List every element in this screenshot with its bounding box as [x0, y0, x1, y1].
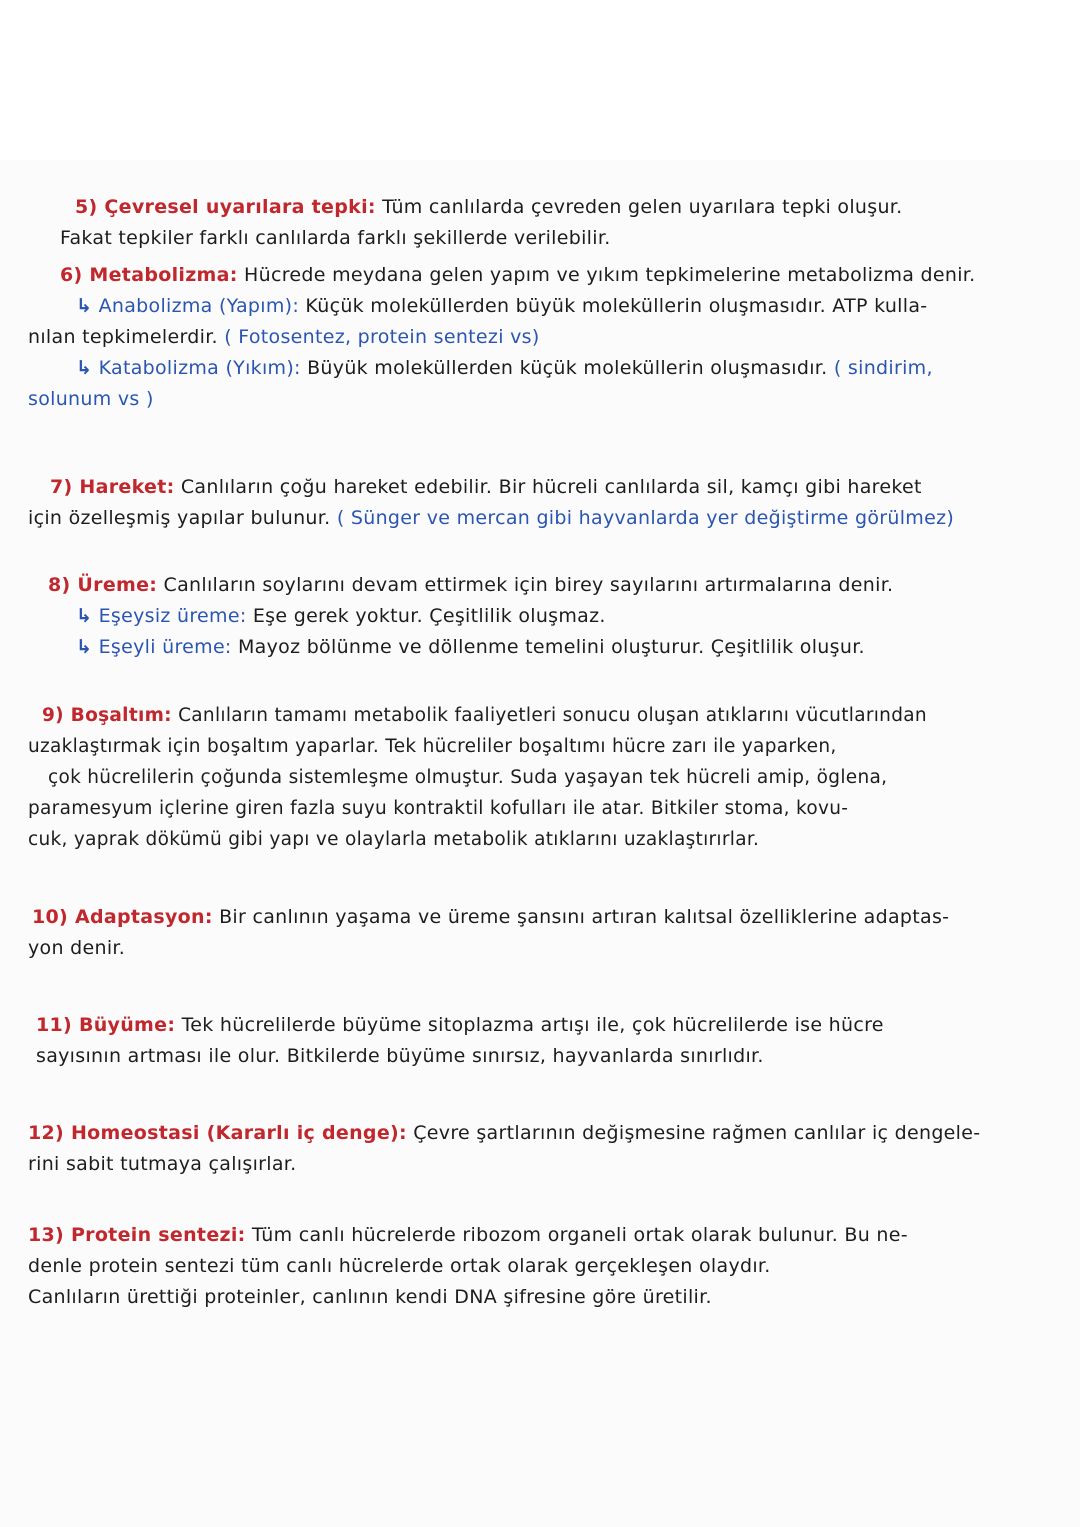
subheading-asexual: Eşeysiz üreme: — [98, 605, 247, 627]
section-text: Hücrede meydana gelen yapım ve yıkım tepkimelerine metabolizma denir. — [244, 264, 976, 286]
section-metabolism: 6) Metabolizma: Hücrede meydana gelen yapım ve yıkım tepkimelerine metabolizma denir. ↳ Anabolizma (Yapım): Küçük moleküllerden büyük moleküllerin oluşmasıdır. ATP kulla- nılan tepkimelerdir. ( Fotosentez, protein sentezi vs) ↳ Katabolizma (Yıkım): Büyük moleküllerden küçük moleküllerin oluşmasıdır. ( sindirim, solunum vs ) — [28, 260, 1058, 415]
section-homeostasis: 12) Homeostasi (Kararlı iç denge): Çevre şartlarının değişmesine rağmen canlılar iç dengele- rini sabit tutmaya çalışırlar. — [28, 1122, 981, 1175]
example-text: ( Fotosentez, protein sentezi vs) — [224, 326, 540, 348]
section-heading: 10) Adaptasyon: — [32, 906, 213, 928]
section-text: Tüm canlılarda çevreden gelen uyarılara tepki oluşur. — [382, 196, 903, 218]
arrow-icon: ↳ — [76, 636, 93, 658]
top-margin — [0, 0, 1080, 160]
subheading-anabolism: Anabolizma (Yapım): — [98, 295, 300, 317]
section-heading: 12) Homeostasi (Kararlı iç denge): — [28, 1122, 407, 1144]
section-movement: 7) Hareket: Canlıların çoğu hareket edebilir. Bir hücreli canlılarda sil, kamçı gibi hareket için özelleşmiş yapılar bulunur. ( Sünger ve mercan gibi hayvanlarda yer değiştirme görülmez) — [28, 476, 955, 529]
section-growth: 11) Büyüme: Tek hücrelilerde büyüme sitoplazma artışı ile, çok hücrelilerde ise hücre sayısının artması ile olur. Bitkilerde büyüme sınırsız, hayvanlarda sınırlıdır. — [36, 1014, 884, 1067]
section-heading: 7) Hareket: — [50, 476, 175, 498]
section-heading: 11) Büyüme: — [36, 1014, 176, 1036]
example-text: ( Sünger ve mercan gibi hayvanlarda yer değiştirme görülmez) — [336, 507, 955, 529]
section-heading: 13) Protein sentezi: — [28, 1224, 246, 1246]
arrow-icon: ↳ — [76, 357, 93, 379]
section-environmental-response — [60, 192, 1065, 254]
notebook-page — [0, 160, 1080, 1527]
section-adaptation: 10) Adaptasyon: Bir canlının yaşama ve üreme şansını artıran kalıtsal özelliklerine adaptas- yon denir. — [28, 906, 950, 959]
arrow-icon: ↳ — [76, 605, 93, 627]
section-protein-synthesis: 13) Protein sentezi: Tüm canlı hücrelerde ribozom organeli ortak olarak bulunur. Bu ne- denle protein sentezi tüm canlı hücrelerde ortak olarak gerçekleşen olaydır. Canlıların ürettiği proteinler, canlının kendi DNA şifresine göre üretilir. — [28, 1224, 908, 1308]
section-heading: 5) Çevresel uyarılara tepki: — [75, 196, 376, 218]
subheading-catabolism: Katabolizma (Yıkım): — [98, 357, 301, 379]
section-heading: 6) Metabolizma: — [60, 264, 238, 286]
section-excretion: 9) Boşaltım: Canlıların tamamı metabolik faaliyetleri sonucu oluşan atıklarını vücutlarından uzaklaştırmak için boşaltım yaparlar. Tek hücreliler boşaltımı hücre zarı ile yaparken, çok hücrelilerin çoğunda sistemleşme olmuştur. Suda yaşayan tek hücreli amip, öglena, paramesyum içlerine giren fazla suyu kontraktil kofulları ile atar. Bitkiler stoma, kovu- cuk, yaprak dökümü gibi yapı ve olaylarla metabolik atıklarını uzaklaştırırlar. — [28, 705, 927, 850]
subheading-sexual: Eşeyli üreme: — [98, 636, 232, 658]
arrow-icon: ↳ — [76, 295, 93, 317]
section-heading: 8) Üreme: — [48, 574, 158, 596]
section-text: Fakat tepkiler farklı canlılarda farklı şekillerde verilebilir. — [60, 227, 611, 249]
section-reproduction: 8) Üreme: Canlıların soylarını devam ettirmek için birey sayılarını artırmalarına denir. ↳ Eşeysiz üreme: Eşe gerek yoktur. Çeşitlilik oluşmaz. ↳ Eşeyli üreme: Mayoz bölünme ve döllenme temelini oluşturur. Çeşitlilik oluşur. — [48, 574, 894, 658]
section-heading: 9) Boşaltım: — [42, 705, 172, 726]
example-text: solunum vs ) — [28, 388, 154, 410]
